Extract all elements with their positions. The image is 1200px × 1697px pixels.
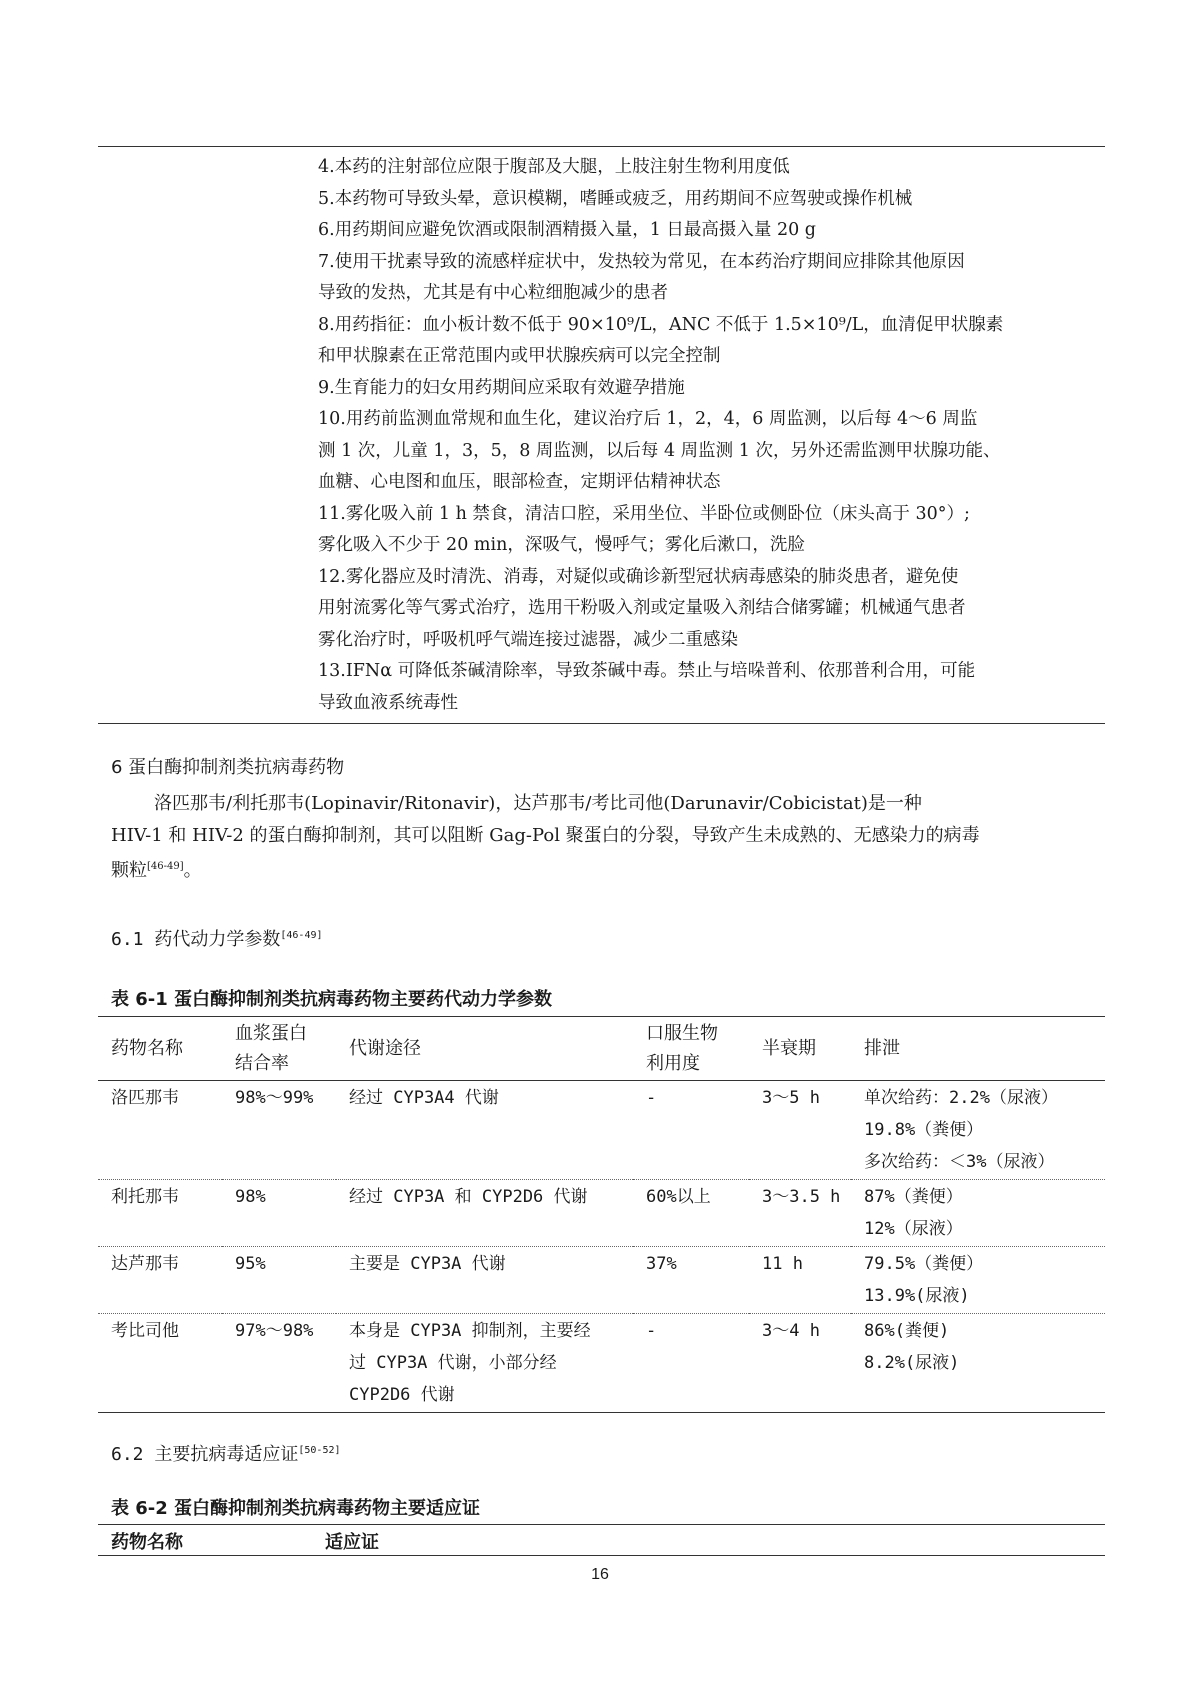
- precaution-line: 和甲状腺素在正常范围内或甲状腺疾病可以完全控制: [318, 346, 721, 366]
- table-row: [98, 1314, 1105, 1413]
- cell-halflife: 11 h: [762, 1254, 803, 1274]
- paragraph-line: HIV-1 和 HIV-2 的蛋白酶抑制剂，其可以阻断 Gag-Pol 聚蛋白的分裂，导致产生未成熟的、无感染力的病毒: [111, 824, 980, 846]
- cell-excretion-line: 19.8%（粪便）: [864, 1120, 984, 1140]
- cell-metabolism-line: 主要是 CYP3A 代谢: [349, 1254, 506, 1274]
- pharmacokinetics-table: [98, 1016, 1105, 1413]
- cell-excretion-line: 86%(粪便): [864, 1321, 950, 1341]
- table-row: [98, 1180, 1105, 1247]
- cell-metabolism: [336, 1314, 633, 1413]
- cell-binding-rate: 97%～98%: [235, 1321, 314, 1341]
- cell-metabolism-line: 经过 CYP3A 和 CYP2D6 代谢: [349, 1187, 588, 1207]
- cell-metabolism: [336, 1081, 633, 1180]
- continuation-table: [98, 146, 1105, 724]
- table-row: [98, 1247, 1105, 1314]
- cell-excretion-line: 13.9%(尿液): [864, 1286, 970, 1306]
- col-header-excretion: 排泄: [851, 1017, 1105, 1081]
- precaution-line: 5.本药物可导致头晕，意识模糊，嗜睡或疲乏，用药期间不应驾驶或操作机械: [318, 188, 913, 209]
- cell-excretion-line: 多次给药：＜3%（尿液）: [864, 1152, 1055, 1172]
- subsection-heading: 6.2 主要抗病毒适应证[50-52]: [111, 1444, 341, 1465]
- cell-binding-rate: 95%: [235, 1254, 266, 1274]
- cell-drug-name: 利托那韦: [111, 1187, 179, 1207]
- cell-metabolism-line: 经过 CYP3A4 代谢: [349, 1088, 499, 1108]
- cell-excretion: [851, 1247, 1105, 1314]
- cell-halflife: 3～5 h: [762, 1088, 820, 1108]
- precaution-line: 11.雾化吸入前 1 h 禁食，清洁口腔，采用坐位、半卧位或侧卧位（床头高于 30°）;: [318, 503, 970, 524]
- cell-halflife: 3～4 h: [762, 1321, 820, 1341]
- section-heading: 6 蛋白酶抑制剂类抗病毒药物: [111, 757, 345, 778]
- table-header-row: [98, 1017, 1105, 1081]
- precaution-line: 8.用药指征：血小板计数不低于 90×10⁹/L，ANC 不低于 1.5×10⁹/L，血清促甲状腺素: [318, 314, 1004, 335]
- col-header-binding: 血浆蛋白 结合率: [222, 1017, 336, 1081]
- cell-drug-name: 考比司他: [111, 1321, 179, 1341]
- paragraph-line-last: 颗粒[46-49]。: [111, 860, 202, 881]
- cell-bioavailability: -: [646, 1321, 657, 1341]
- citation-ref: [46-49]: [147, 861, 184, 872]
- precaution-line: 血糖、心电图和血压，眼部检查，定期评估精神状态: [318, 472, 721, 492]
- cell-excretion: [851, 1180, 1105, 1247]
- table-caption: 表 6-1 蛋白酶抑制剂类抗病毒药物主要药代动力学参数: [111, 989, 553, 1010]
- precaution-line: 6.用药期间应避免饮酒或限制酒精摄入量，1 日最高摄入量 20 g: [318, 220, 816, 240]
- precaution-line: 雾化吸入不少于 20 min，深吸气，慢呼气；雾化后漱口，洗脸: [318, 535, 805, 555]
- subsection-heading: 6.1 药代动力学参数[46-49]: [111, 929, 323, 950]
- cell-excretion-line: 87%（粪便）: [864, 1187, 963, 1207]
- precautions-cell: [318, 147, 1105, 723]
- precaution-line: 12.雾化器应及时清洗、消毒，对疑似或确诊新型冠状病毒感染的肺炎患者，避免使: [318, 566, 959, 587]
- table-caption: 表 6-2 蛋白酶抑制剂类抗病毒药物主要适应证: [111, 1498, 481, 1519]
- precaution-line: 13.IFNα 可降低茶碱清除率，导致茶碱中毒。禁止与培哚普利、依那普利合用，可能: [318, 661, 976, 681]
- precaution-line: 4.本药的注射部位应限于腹部及大腿，上肢注射生物利用度低: [318, 157, 790, 177]
- cell-binding-rate: 98%: [235, 1187, 266, 1207]
- cell-excretion: [851, 1081, 1105, 1180]
- precaution-line: 10.用药前监测血常规和血生化，建议治疗后 1，2，4，6 周监测，以后每 4～6 周监: [318, 409, 978, 429]
- cell-metabolism: [336, 1247, 633, 1314]
- cell-excretion-line: 单次给药：2.2%（尿液）: [864, 1088, 1058, 1108]
- precaution-line: 测 1 次，儿童 1，3，5，8 周监测，以后每 4 周监测 1 次，另外还需监测甲状腺功能、: [318, 440, 1001, 461]
- cell-halflife: 3～3.5 h: [762, 1187, 841, 1207]
- cell-excretion-line: 79.5%（粪便）: [864, 1254, 984, 1274]
- col-header-name: 药物名称: [98, 1017, 222, 1081]
- table-row: [98, 1081, 1105, 1180]
- cell-metabolism: [336, 1180, 633, 1247]
- precaution-line: 9.生育能力的妇女用药期间应采取有效避孕措施: [318, 377, 685, 398]
- cell-bioavailability: -: [646, 1088, 657, 1108]
- precaution-line: 导致的发热，尤其是有中心粒细胞减少的患者: [318, 283, 668, 303]
- paragraph-line: 洛匹那韦/利托那韦(Lopinavir/Ritonavir)，达芦那韦/考比司他(Darunavir/Cobicistat)是一种: [154, 793, 922, 814]
- col-header-metabolism: 代谢途径: [336, 1017, 633, 1081]
- page-number: 16: [591, 1566, 609, 1583]
- cell-binding-rate: 98%～99%: [235, 1088, 314, 1108]
- col-header-halflife: 半衰期: [749, 1017, 851, 1081]
- citation-ref: [50-52]: [298, 1445, 341, 1456]
- cell-excretion-line: 8.2%(尿液): [864, 1353, 960, 1373]
- precaution-line: 7.使用干扰素导致的流感样症状中，发热较为常见，在本药治疗期间应排除其他原因: [318, 251, 965, 272]
- cell-drug-name: 达芦那韦: [111, 1254, 179, 1274]
- col-header-name: 药物名称: [111, 1532, 183, 1553]
- cell-excretion-line: 12%（尿液）: [864, 1219, 963, 1239]
- indication-table-header: [98, 1524, 1105, 1556]
- cell-drug-name: 洛匹那韦: [111, 1088, 179, 1108]
- col-header-bioavailability: 口服生物 利用度: [633, 1017, 749, 1081]
- cell-metabolism-line: CYP2D6 代谢: [349, 1385, 455, 1405]
- citation-ref: [46-49]: [280, 930, 323, 941]
- precaution-line: 雾化治疗时，呼吸机呼气端连接过滤器，减少二重感染: [318, 629, 738, 650]
- cell-excretion: [851, 1314, 1105, 1413]
- precaution-line: 用射流雾化等气雾式治疗，选用干粉吸入剂或定量吸入剂结合储雾罐；机械通气患者: [318, 598, 966, 618]
- precaution-line: 导致血液系统毒性: [318, 692, 458, 713]
- section-paragraph: [111, 788, 1106, 883]
- cell-bioavailability: 60%以上: [646, 1187, 711, 1207]
- cell-bioavailability: 37%: [646, 1254, 677, 1274]
- cell-metabolism-line: 本身是 CYP3A 抑制剂，主要经: [349, 1321, 591, 1341]
- cell-metabolism-line: 过 CYP3A 代谢，小部分经: [349, 1353, 557, 1373]
- col-header-indication: 适应证: [325, 1532, 379, 1553]
